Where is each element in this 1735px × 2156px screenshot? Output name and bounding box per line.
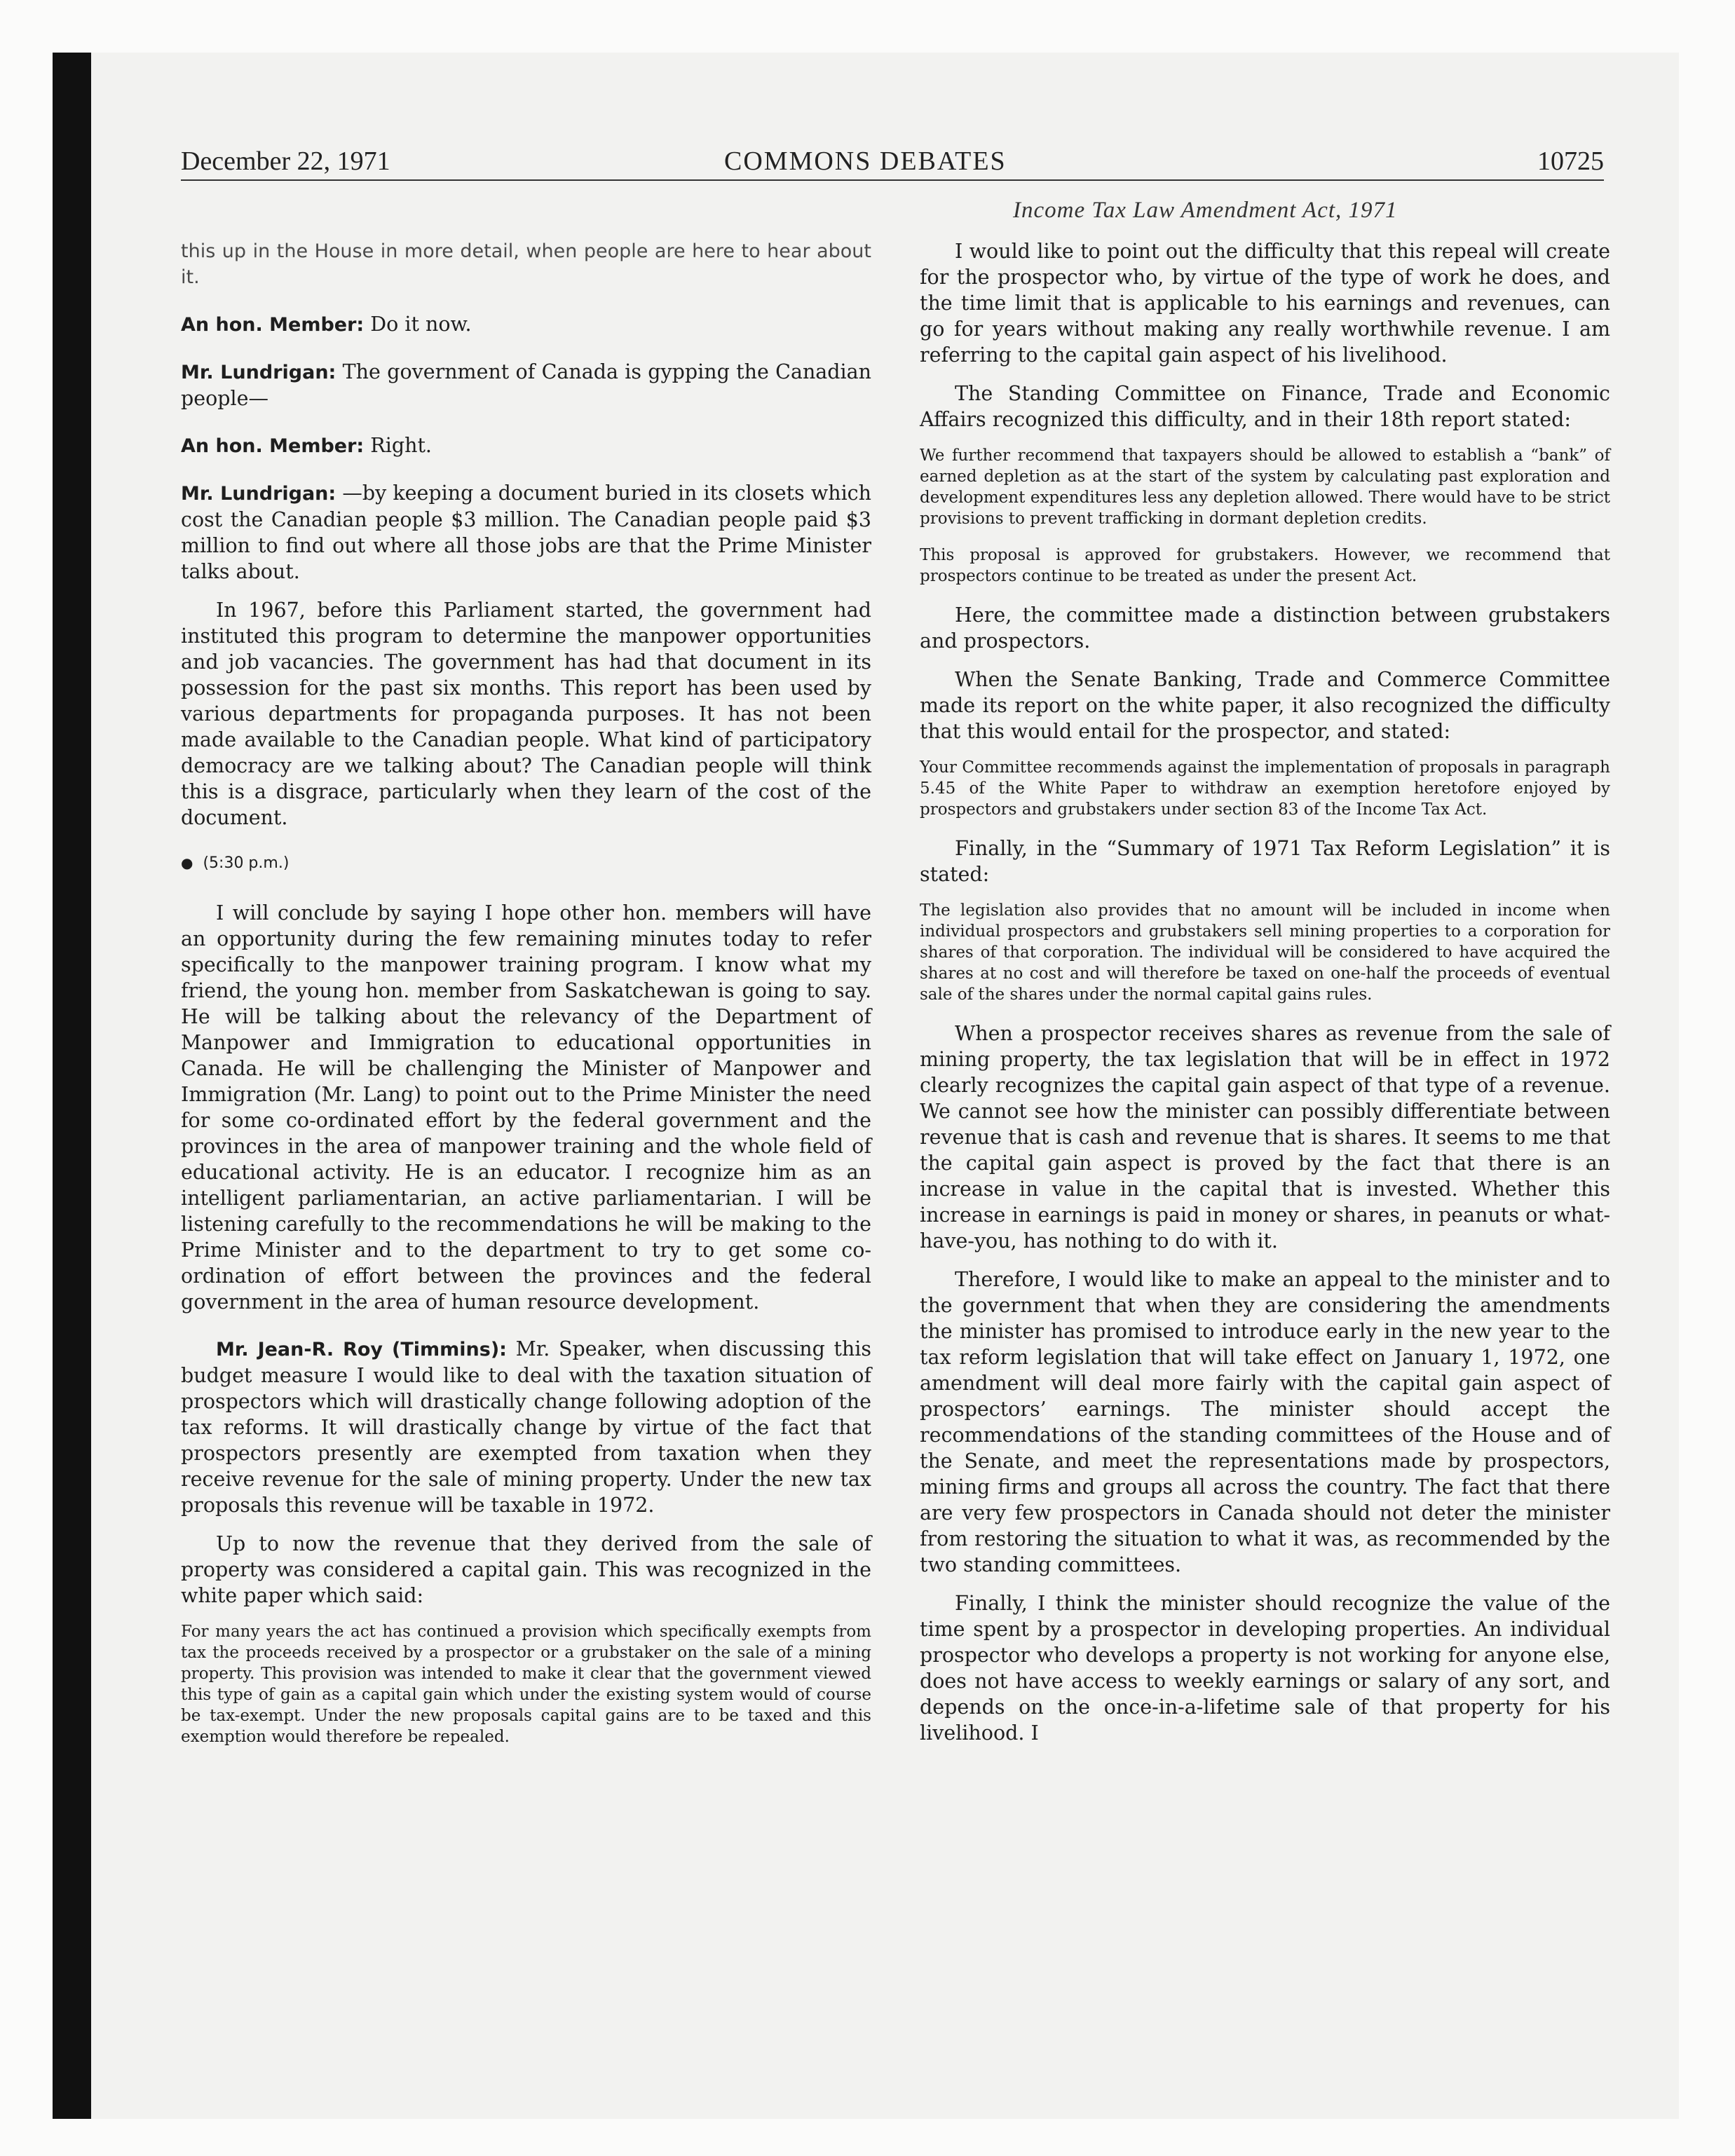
section-subtitle: Income Tax Law Amendment Act, 1971 <box>1013 198 1398 223</box>
speech-text: Mr. Speaker, when discussing this budget measure I would like to deal with the taxation situation of prospectors which will drastically change following adoption of the tax reforms. It will drastically change by virtue of the fact that prospectors presently are exempted from taxation when they receive revenue for the sale of mining property. Under the new tax proposals this revenue will be taxable in 1972. <box>181 1337 871 1517</box>
paragraph: Finally, in the “Summary of 1971 Tax Reform Legislation” it is stated: <box>920 837 1610 886</box>
right-column <box>920 238 1610 1759</box>
block-quote: We further recommend that taxpayers should be allowed to establish a “bank” of earned depletion as at the start of the system by calculating past exploration and development expenditures less any depletion allowed. There would have to be strict provisions to prevent trafficking in dormant depletion credits. <box>920 446 1610 528</box>
speech-text: Right. <box>364 434 432 457</box>
speech-paragraph <box>181 359 871 411</box>
paragraph: Here, the committee made a distinction between grubstakers and prospectors. <box>920 603 1610 653</box>
speech-text: Do it now. <box>364 313 472 336</box>
speech-text: —by keeping a document buried in its closets which cost the Canadian people $3 million. The Canadian people paid $3 million to find out where all those jobs are that the Prime Minister talks about. <box>181 482 871 583</box>
block-quote: For many years the act has continued a provision which specifically exempts from tax the proceeds received by a prospector or a grubstaker on the sale of a mining property. This provision was intended to make it clear that the government viewed this type of gain as a capital gain which under the existing system would of course be tax-exempt. Under the new proposals capital gains are to be taxed and this exemption would therefore be repealed. <box>181 1623 871 1746</box>
paragraph: When the Senate Banking, Trade and Commerce Committee made its report on the white paper, it also recognized the difficulty that this would entail for the prospector, and stated: <box>920 668 1610 743</box>
paragraph: When a prospector receives shares as revenue from the sale of mining property, the tax legislation that will be in effect in 1972 clearly recognizes the capital gain aspect of that type of a revenue. We cannot see how the minister can possibly differentiate between revenue that is cash and revenue that is shares. It seems to me that the capital gain aspect is proved by the fact that there is an increase in value in the capital that is invested. Whether this increase in earnings is paid in money or shares, in peanuts or what-have-you, has nothing to do with it. <box>920 1022 1610 1253</box>
speech-text: The government of Canada is gypping the Canadian people— <box>181 360 871 410</box>
paragraph: this up in the House in more detail, when people are here to hear about it. <box>181 240 871 288</box>
speaker-name: Mr. Lundrigan: <box>181 362 336 383</box>
paragraph: In 1967, before this Parliament started, the government had instituted this program to determine the manpower opportunities and job vacancies. The government has had that document in its possession for the past six months. This report has been used by various departments for propaganda purposes. It has not been made available to the Canadian people. What kind of participatory democracy are we talking about? The Canadian people will think this is a disgrace, particularly when they learn of the cost of the document. <box>181 599 871 829</box>
paragraph: Finally, I think the minister should recognize the value of the time spent by a prospector in developing properties. An individual prospector who develops a property is not working for anyone else, does not have access to weekly earnings or salary of any sort, and depends on the once-in-a-lifetime sale of that property for his livelihood. I <box>920 1592 1610 1745</box>
bullet-icon: ● <box>181 854 193 871</box>
speech-paragraph <box>181 480 871 585</box>
speech-paragraph <box>181 432 871 459</box>
speech-paragraph <box>181 311 871 338</box>
speaker-name: An hon. Member: <box>181 435 365 457</box>
block-quote: The legislation also provides that no amount will be included in income when individual prospectors and grubstakers sell mining properties to a corporation for shares of that corporation. The individual will be considered to have acquired the shares at no cost and will therefore be taxed on one-half the proceeds of eventual sale of the shares under the normal capital gains rules. <box>920 901 1610 1004</box>
speaker-name: An hon. Member: <box>181 314 365 336</box>
header-page-number: 10725 <box>1537 146 1604 176</box>
header-date: December 22, 1971 <box>181 146 390 176</box>
paragraph: I would like to point out the difficulty that this repeal will create for the prospector who, by virtue of the type of work he does, and the time limit that is applicable to his earnings and revenues, can go for years without making any really worthwhile revenue. I am referring to the capital gain aspect of his livelihood. <box>920 240 1610 367</box>
block-quote: Your Committee recommends against the implementation of proposals in paragraph 5.45 of the White Paper to withdraw an exemption heretofore enjoyed by prospectors and grubstakers under section 83 of the Income Tax Act. <box>920 758 1610 819</box>
speaker-name: Mr. Jean-R. Roy (Timmins): <box>216 1339 507 1360</box>
time-marker <box>181 854 871 872</box>
left-column <box>181 238 871 1763</box>
paragraph: Up to now the revenue that they derived from the sale of property was considered a capital gain. This was recognized in the white paper which said: <box>181 1532 871 1607</box>
scan-edge-bar <box>53 53 91 2119</box>
time-marker-text: (5:30 p.m.) <box>203 854 290 872</box>
block-quote: This proposal is approved for grubstakers. However, we recommend that prospectors continue to be treated as under the present Act. <box>920 546 1610 585</box>
header-rule <box>181 179 1604 181</box>
speaker-name: Mr. Lundrigan: <box>181 483 336 505</box>
paragraph: Therefore, I would like to make an appeal to the minister and to the government that when they are considering the amendments the minister has promised to introduce early in the new year to the tax reform legislation that will take effect on January 1, 1972, one amendment will deal more fairly with the capital gain aspect of prospectors’ earnings. The minister should accept the recommendations of the standing committees of the House and of the Senate, and meet the representations made by prospectors, mining firms and groups all across the country. The fact that there are very few prospectors in Canada should not deter the minister from restoring the situation to what it was, as recommended by the two standing committees. <box>920 1268 1610 1576</box>
header-title: COMMONS DEBATES <box>724 146 1007 176</box>
running-header <box>181 146 1604 181</box>
speech-paragraph <box>181 1336 871 1518</box>
paragraph: I will conclude by saying I hope other hon. members will have an opportunity during the few remaining minutes today to refer specifically to the manpower training program. I know what my friend, the young hon. member from Saskatchewan is going to say. He will be talking about the relevancy of the Department of Manpower and Immigration to educational opportunities in Canada. He will be challenging the Minister of Manpower and Immigration (Mr. Lang) to point out to the Prime Minister the need for some co-ordinated effort by the federal government and the provinces in the area of manpower training and the whole field of educational activity. He is an educator. I recognize him as an intelligent parliamentarian, an active parliamentarian. I will be listening carefully to the recommendations he will be making to the Prime Minister and to the department to try to get some co-ordination of effort between the provinces and the federal government in the area of human resource development. <box>181 901 871 1314</box>
paragraph: The Standing Committee on Finance, Trade and Economic Affairs recognized this difficulty, and in their 18th report stated: <box>920 382 1610 431</box>
